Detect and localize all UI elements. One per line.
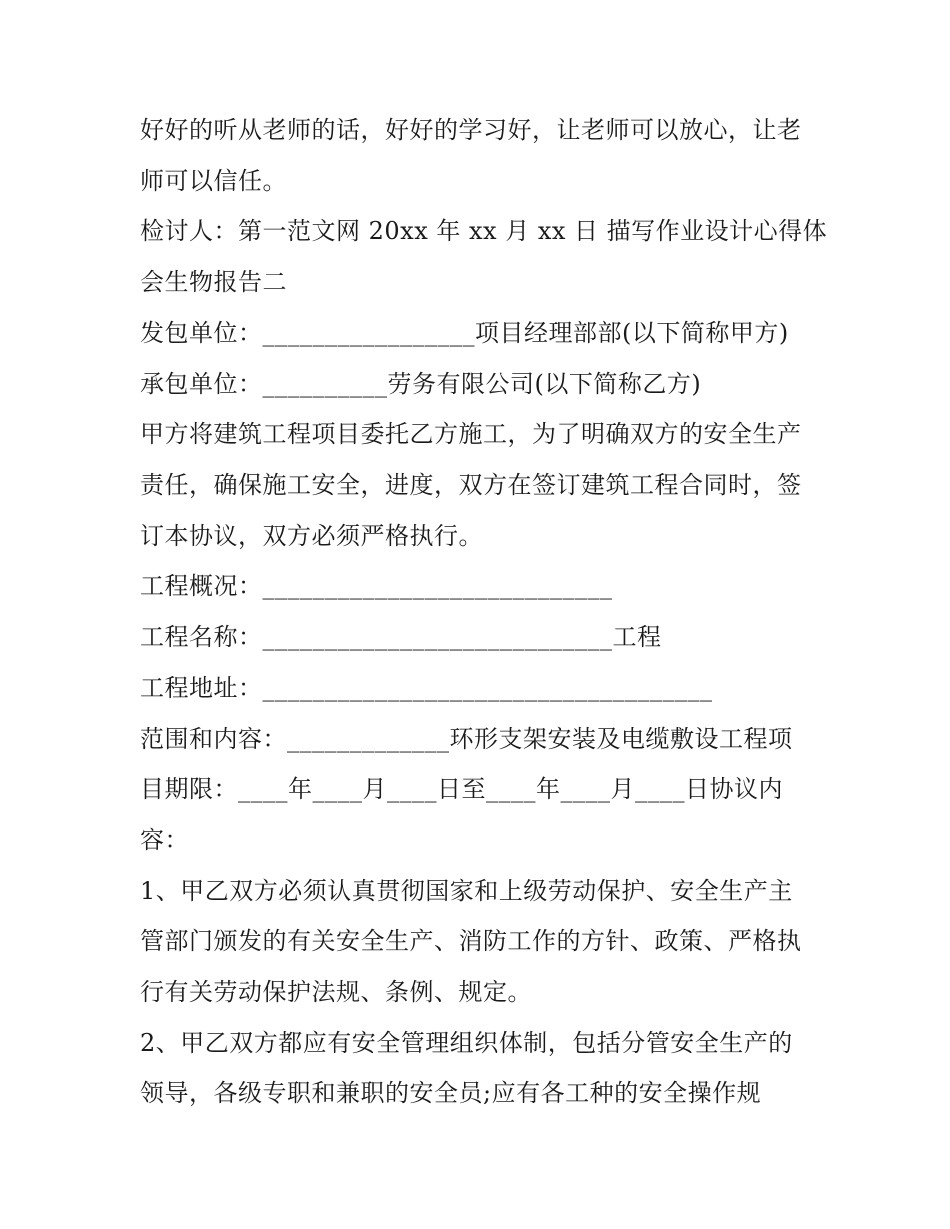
text-line: 行有关劳动保护法规、条例、规定。 [140, 978, 532, 1006]
text-line: 好好的听从老师的话，好好的学习好，让老师可以放心，让老 [140, 116, 802, 144]
text-line: 工程概况：____________________________ [140, 572, 613, 600]
text-line: 范围和内容：_____________环形支架安装及电缆敷设工程项 [140, 725, 793, 753]
text-line: 工程地址：____________________________________ [140, 674, 713, 702]
text-line: 责任，确保施工安全，进度，双方在签订建筑工程合同时，签 [140, 471, 802, 499]
text-line: 师可以信任。 [140, 167, 287, 195]
text-line: 发包单位：_________________项目经理部部(以下简称甲方) [140, 319, 789, 347]
text-line: 容： [140, 826, 189, 854]
text-line: 会生物报告二 [140, 268, 287, 296]
text-line: 目期限：____年____月____日至____年____月____日协议内 [140, 775, 783, 803]
text-line: 1、甲乙双方必须认真贯彻国家和上级劳动保护、安全生产主 [140, 877, 793, 905]
text-line: 2、甲乙双方都应有安全管理组织体制，包括分管安全生产的 [140, 1029, 793, 1057]
text-line: 领导，各级专职和兼职的安全员;应有各工种的安全操作规 [140, 1079, 762, 1107]
text-line: 管部门颁发的有关安全生产、消防工作的方针、政策、严格执 [140, 927, 802, 955]
text-line: 订本协议，双方必须严格执行。 [140, 522, 483, 550]
text-line: 检讨人：第一范文网 20xx 年 xx 月 xx 日 描写作业设计心得体 [140, 217, 828, 245]
text-line: 承包单位：__________劳务有限公司(以下简称乙方) [140, 370, 702, 398]
text-line: 工程名称：____________________________工程 [140, 623, 662, 651]
text-line: 甲方将建筑工程项目委托乙方施工，为了明确双方的安全生产 [140, 420, 802, 448]
